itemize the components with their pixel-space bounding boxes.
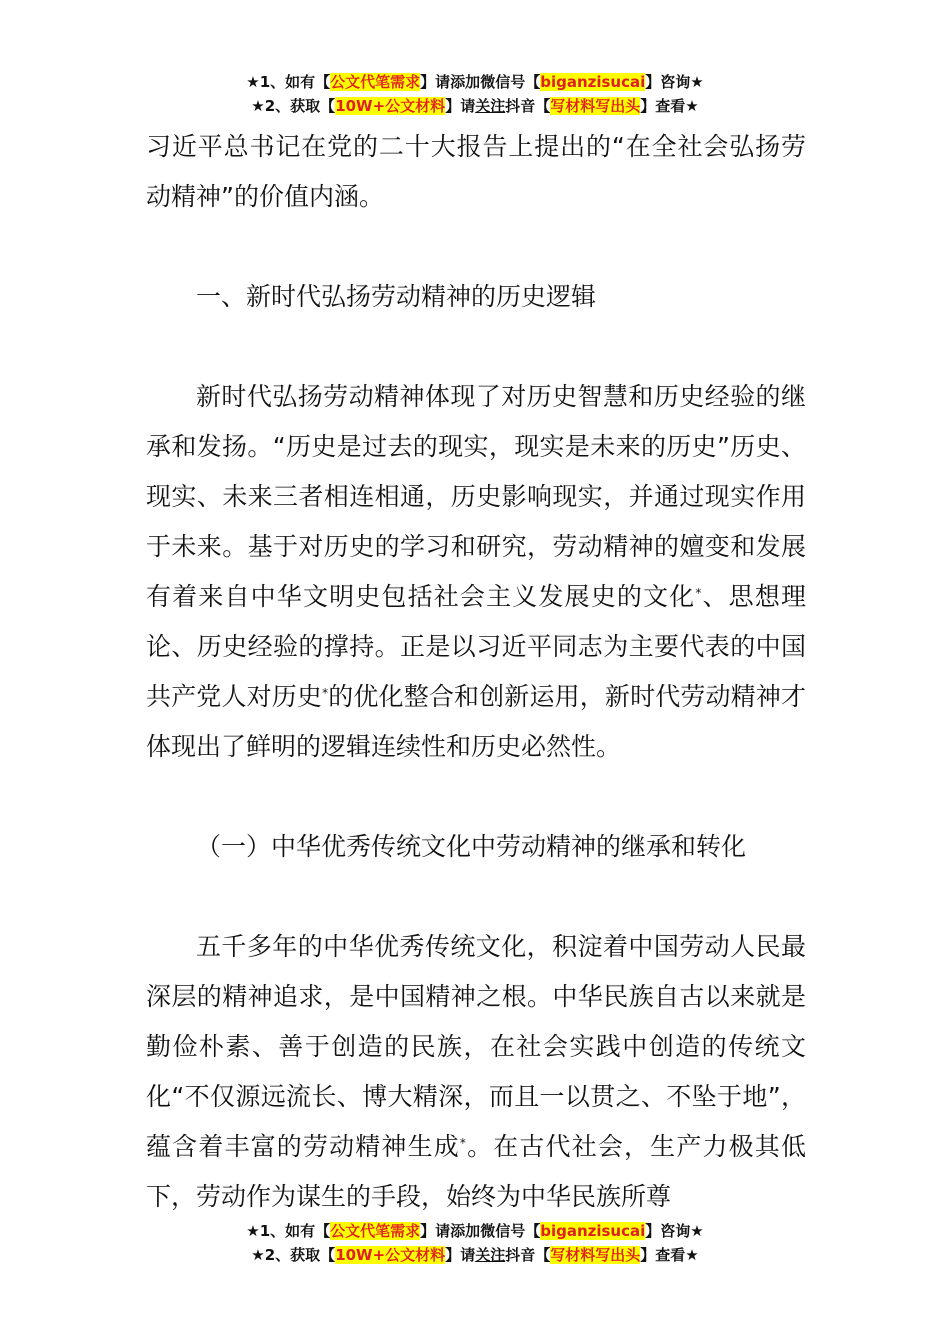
section-heading-1: 一、新时代弘扬劳动精神的历史逻辑 <box>196 282 597 311</box>
paragraph-text: 五千多年的中华优秀传统文化，积淀着中国劳动人民最深层的精神追求，是中国精神之根。中华民族自古以来就是勤俭朴素、善于创造的民族，在社会实践中创造的传统文化“不仅源远流长、博大精深，而且一以贯之、不坠于地”，蕴含着丰富的劳动精神生成 <box>146 932 806 1161</box>
banner-text: 抖音【 <box>505 97 551 115</box>
banner-highlight: biganzisucai <box>540 1222 646 1240</box>
banner-highlight: 10W+公文材料 <box>335 97 446 115</box>
banner-text: 关注 <box>475 97 506 115</box>
paragraph-history-logic <box>146 372 806 772</box>
banner-highlight: 写材料写出头 <box>550 97 641 115</box>
paragraph-text: 的优化整合和创新运用，新时代劳动精神才体现出了鲜明的逻辑连续性和历史必然性。 <box>146 682 806 761</box>
banner-text: 】请添加 <box>420 73 481 91</box>
banner-text: 】查看★ <box>640 97 699 115</box>
header-banner <box>0 70 950 118</box>
banner-highlight: biganzisucai <box>540 73 646 91</box>
banner-text: 】请 <box>445 97 476 115</box>
paragraph-text: 新时代弘扬劳动精神体现了对历史智慧和历史经验的继承和发扬。“历史是过去的现实，现实是未来的历史”历史、现实、未来三者相连相通，历史影响现实，并通过现实作用于未来。基于对历史的学习和研究，劳动精神的嬗变和发展有着来自中华文明史包括社会主义发展史的文化 <box>146 382 806 611</box>
paragraph-intro: 习近平总书记在党的二十大报告上提出的“在全社会弘扬劳动精神”的价值内涵。 <box>146 132 806 211</box>
footnote-mark: * <box>695 586 702 600</box>
banner-text: 微信号【 <box>480 73 541 91</box>
banner-line-2 <box>0 94 950 118</box>
banner-text: 关注 <box>475 1246 506 1264</box>
banner-text: 】咨询★ <box>645 73 704 91</box>
banner-text: ★2、获取【 <box>251 1246 336 1264</box>
footnote-mark: * <box>459 1136 466 1150</box>
banner-line-1 <box>0 1219 950 1243</box>
footer-banner <box>0 1219 950 1267</box>
banner-text: ★1、如有【 <box>246 1222 331 1240</box>
paragraph-text: 。在古代社会，生产力极其低下，劳动作为谋生的手段，始终为中华民族所尊 <box>146 1132 806 1211</box>
section-heading-2: （一）中华优秀传统文化中劳动精神的继承和转化 <box>196 832 747 861</box>
banner-highlight: 写材料写出头 <box>550 1246 641 1264</box>
banner-text: 】查看★ <box>640 1246 699 1264</box>
banner-text: ★1、如有【 <box>246 73 331 91</box>
banner-line-2 <box>0 1243 950 1267</box>
paragraph-text: 、思想理论、历史经验的撑持。正是以习近平同志为主要代表的中国共产党人对历史 <box>146 582 806 711</box>
banner-text: ★2、获取【 <box>251 97 336 115</box>
banner-line-1 <box>0 70 950 94</box>
banner-highlight: 10W+公文材料 <box>335 1246 446 1264</box>
banner-highlight: 公文代笔需求 <box>330 73 421 91</box>
banner-text: 抖音【 <box>505 1246 551 1264</box>
banner-text: 】请 <box>445 1246 476 1264</box>
banner-highlight: 公文代笔需求 <box>330 1222 421 1240</box>
document-body <box>146 122 806 1222</box>
banner-text: 】请添加 <box>420 1222 481 1240</box>
footnote-mark: * <box>322 686 329 700</box>
banner-text: 微信号【 <box>480 1222 541 1240</box>
banner-text: 】咨询★ <box>645 1222 704 1240</box>
paragraph-traditional-culture <box>146 922 806 1222</box>
